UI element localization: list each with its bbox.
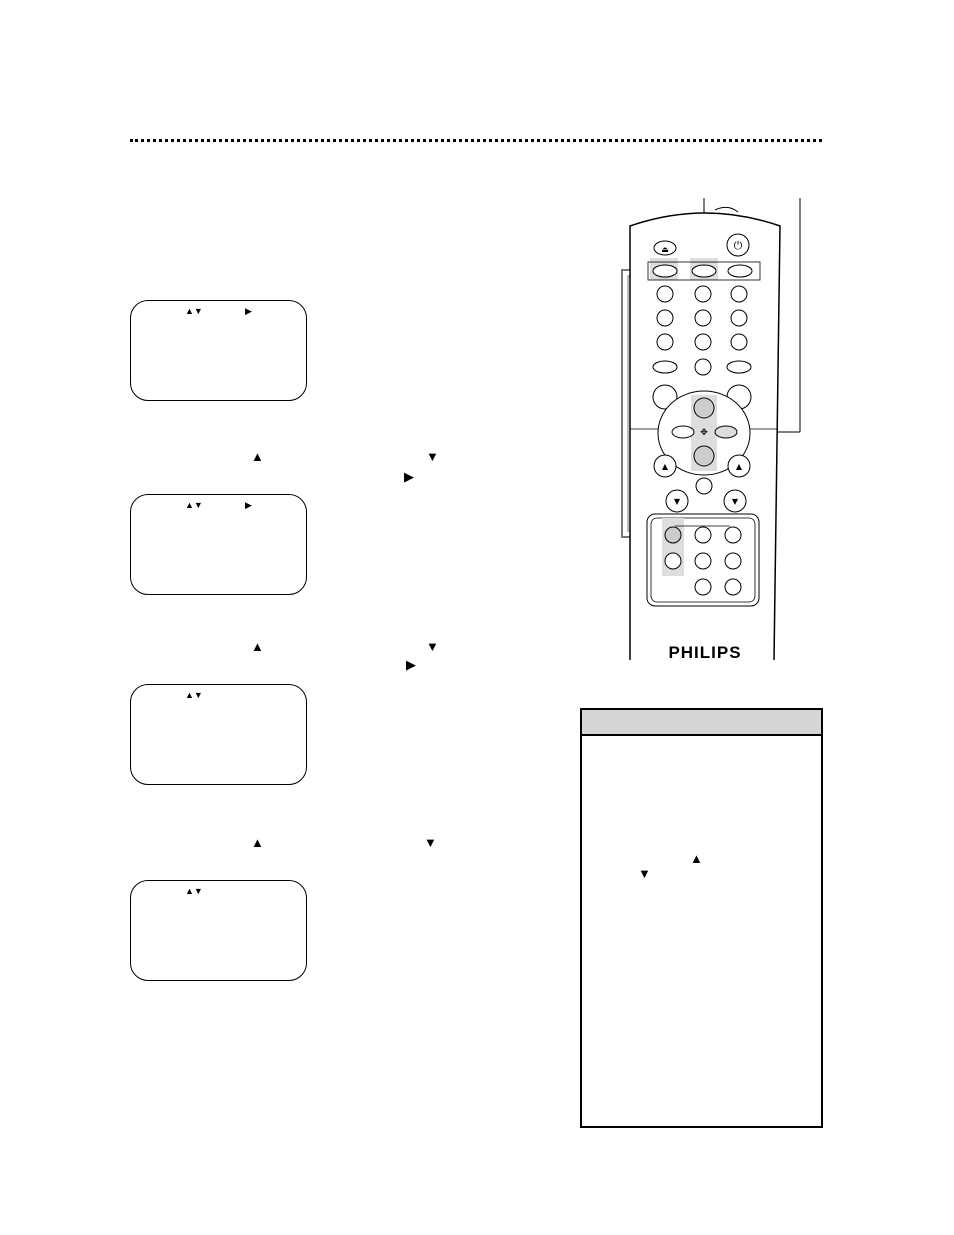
- step-up-arrow-icon: ▲: [251, 639, 264, 654]
- key-0[interactable]: [695, 359, 711, 375]
- key-4[interactable]: [657, 310, 673, 326]
- remote-control: [600, 190, 810, 665]
- updown-arrows-icon: ▲▼: [185, 690, 203, 700]
- lower-key-2[interactable]: [695, 527, 711, 543]
- center-small-button[interactable]: [696, 478, 712, 494]
- key-1[interactable]: [657, 286, 673, 302]
- step-right-arrow-icon: ▶: [406, 657, 416, 672]
- nav-left-button[interactable]: [672, 426, 694, 438]
- remote-ir-window: [715, 207, 738, 212]
- power-icon: ⏻: [733, 239, 743, 252]
- key-8[interactable]: [695, 334, 711, 350]
- key-7[interactable]: [657, 334, 673, 350]
- right-arrow-icon: ▶: [245, 306, 252, 316]
- volume-up-icon: ▲: [735, 462, 743, 471]
- top-left-button[interactable]: [653, 265, 677, 277]
- key-6[interactable]: [731, 310, 747, 326]
- step-down-arrow-icon: ▼: [424, 835, 437, 850]
- brand-logo: PHILIPS: [668, 643, 742, 662]
- key-9[interactable]: [731, 334, 747, 350]
- updown-arrows-icon: ▲▼: [185, 306, 203, 316]
- key-2[interactable]: [695, 286, 711, 302]
- step-down-arrow-icon: ▼: [426, 639, 439, 654]
- lower-key-1[interactable]: [665, 527, 681, 543]
- volume-down-icon: ▼: [731, 497, 739, 506]
- lower-key-7[interactable]: [695, 579, 711, 595]
- top-center-button[interactable]: [692, 265, 716, 277]
- step-up-arrow-icon: ▲: [251, 449, 264, 464]
- nav-up-button[interactable]: [694, 398, 714, 418]
- right-arrow-icon: ▶: [245, 500, 252, 510]
- key-right-oval[interactable]: [727, 361, 751, 373]
- step-right-arrow-icon: ▶: [404, 469, 414, 484]
- key-5[interactable]: [695, 310, 711, 326]
- nav-right-button[interactable]: [715, 426, 737, 438]
- channel-down-icon: ▼: [673, 497, 681, 506]
- updown-arrows-icon: ▲▼: [185, 886, 203, 896]
- eject-icon: ⏏: [661, 245, 669, 254]
- top-right-button[interactable]: [728, 265, 752, 277]
- step-up-arrow-icon: ▲: [251, 835, 264, 850]
- lower-key-6[interactable]: [725, 553, 741, 569]
- lower-key-8[interactable]: [725, 579, 741, 595]
- key-3[interactable]: [731, 286, 747, 302]
- nav-cross-icon: ✥: [700, 428, 708, 438]
- nav-down-button[interactable]: [694, 446, 714, 466]
- tips-down-arrow-icon: ▼: [638, 866, 651, 881]
- lower-key-3[interactable]: [725, 527, 741, 543]
- updown-arrows-icon: ▲▼: [185, 500, 203, 510]
- tips-up-arrow-icon: ▲: [690, 851, 703, 866]
- channel-up-icon: ▲: [661, 462, 669, 471]
- lower-key-4[interactable]: [665, 553, 681, 569]
- step-down-arrow-icon: ▼: [426, 449, 439, 464]
- lower-key-5[interactable]: [695, 553, 711, 569]
- key-left-oval[interactable]: [653, 361, 677, 373]
